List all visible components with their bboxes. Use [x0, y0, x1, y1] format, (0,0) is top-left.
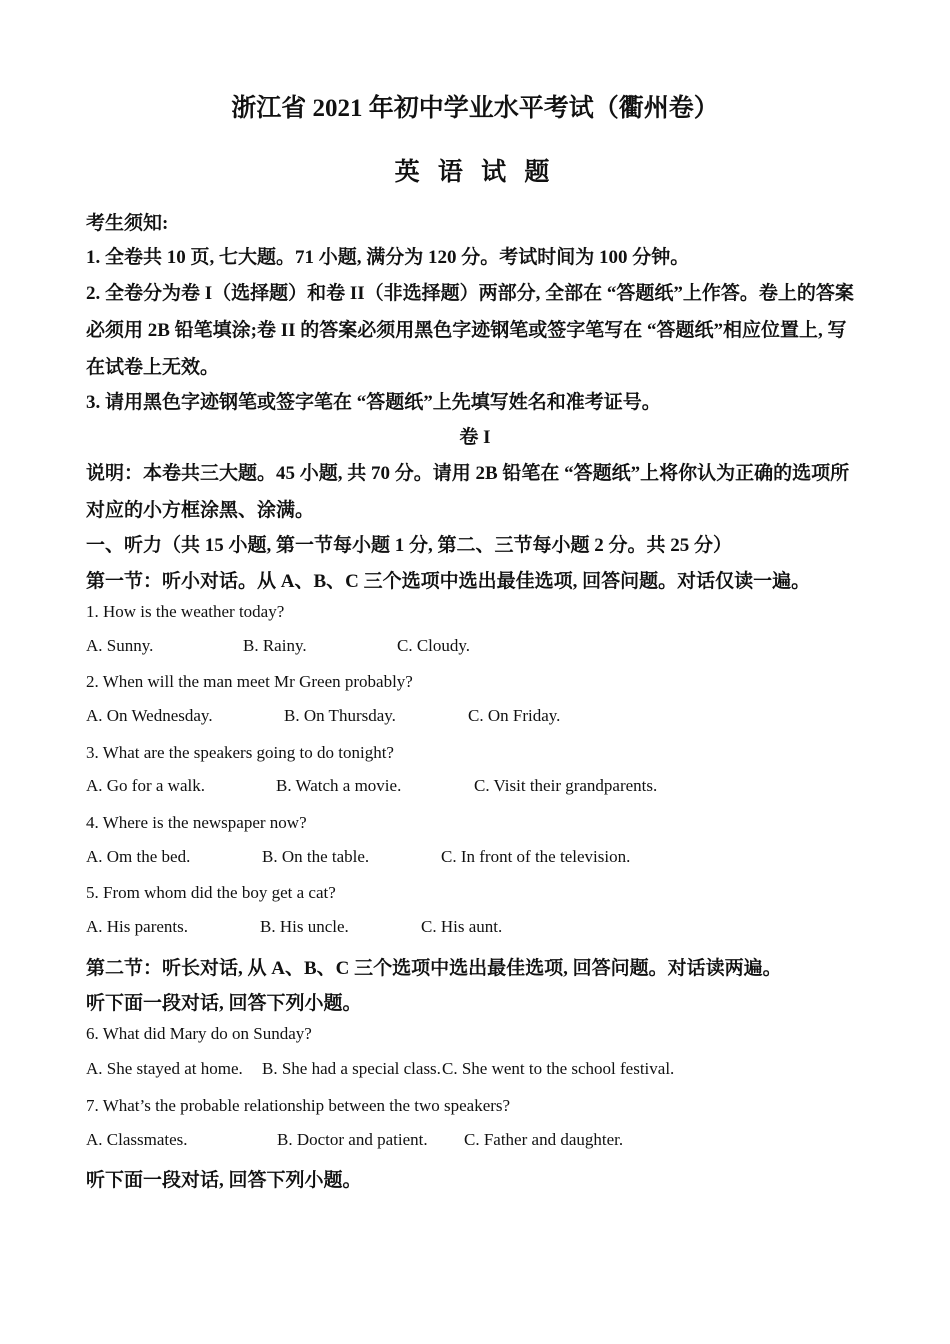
option-a: A. Classmates.: [86, 1130, 188, 1149]
section2-heading: 第二节：听长对话, 从 A、B、C 三个选项中选出最佳选项, 回答问题。对话读两遍。: [86, 958, 782, 979]
option-b: B. Rainy.: [243, 636, 307, 655]
notice-line: 在试卷上无效。: [86, 357, 220, 378]
notice-heading: 考生须知:: [86, 213, 169, 234]
option-a: A. On Wednesday.: [86, 706, 213, 725]
option-c: C. Visit their grandparents.: [474, 776, 658, 795]
option-a: A. Sunny.: [86, 636, 154, 655]
option-c: C. On Friday.: [468, 706, 561, 725]
question-text: 2. When will the man meet Mr Green probably?: [86, 672, 413, 691]
notice-line: 1. 全卷共 10 页, 七大题。71 小题, 满分为 120 分。考试时间为 100 分钟。: [86, 247, 690, 268]
option-c: C. In front of the television.: [441, 847, 631, 866]
option-b: B. Watch a movie.: [276, 776, 402, 795]
option-c: C. Father and daughter.: [464, 1130, 624, 1149]
section1-heading: 第一节：听小对话。从 A、B、C 三个选项中选出最佳选项, 回答问题。对话仅读一遍。: [86, 571, 811, 592]
listen-instruction: 听下面一段对话, 回答下列小题。: [86, 993, 362, 1014]
option-a: A. She stayed at home.: [86, 1059, 243, 1078]
option-a: A. Om the bed.: [86, 847, 191, 866]
option-b: B. Doctor and patient.: [277, 1130, 428, 1149]
explanation-line: 说明：本卷共三大题。45 小题, 共 70 分。请用 2B 铅笔在 “答题纸”上将你认为正确的选项所: [86, 463, 850, 484]
exam-subtitle: 英 语 试 题: [394, 159, 556, 186]
notice-line: 3. 请用黑色字迹钢笔或签字笔在 “答题纸”上先填写姓名和准考证号。: [86, 392, 661, 413]
explanation-line: 对应的小方框涂黑、涂满。: [86, 500, 315, 521]
option-b: B. On the table.: [262, 847, 370, 866]
notice-line: 必须用 2B 铅笔填涂;卷 II 的答案必须用黑色字迹钢笔或签字笔写在 “答题纸”相应位置上, 写: [86, 320, 847, 341]
section-label: 卷 I: [459, 427, 491, 448]
question-text: 5. From whom did the boy get a cat?: [86, 883, 336, 902]
part1-heading: 一、听力（共 15 小题, 第一节每小题 1 分, 第二、三节每小题 2 分。共 25 分）: [86, 535, 733, 556]
option-c: C. Cloudy.: [397, 636, 471, 655]
question-text: 6. What did Mary do on Sunday?: [86, 1024, 312, 1043]
option-c: C. His aunt.: [421, 917, 503, 936]
notice-line: 2. 全卷分为卷 I（选择题）和卷 II（非选择题）两部分, 全部在 “答题纸”上作答。卷上的答案: [86, 283, 854, 304]
question-text: 4. Where is the newspaper now?: [86, 813, 307, 832]
option-b: B. His uncle.: [260, 917, 349, 936]
option-c: C. She went to the school festival.: [442, 1059, 675, 1078]
listen-instruction: 听下面一段对话, 回答下列小题。: [86, 1170, 362, 1191]
option-a: A. Go for a walk.: [86, 776, 205, 795]
exam-title: 浙江省 2021 年初中学业水平考试（衢州卷）: [231, 95, 719, 122]
option-a: A. His parents.: [86, 917, 188, 936]
question-text: 7. What’s the probable relationship between the two speakers?: [86, 1096, 511, 1115]
question-text: 3. What are the speakers going to do tonight?: [86, 743, 394, 762]
option-b: B. She had a special class.: [262, 1059, 441, 1078]
option-b: B. On Thursday.: [284, 706, 396, 725]
question-text: 1. How is the weather today?: [86, 602, 285, 621]
